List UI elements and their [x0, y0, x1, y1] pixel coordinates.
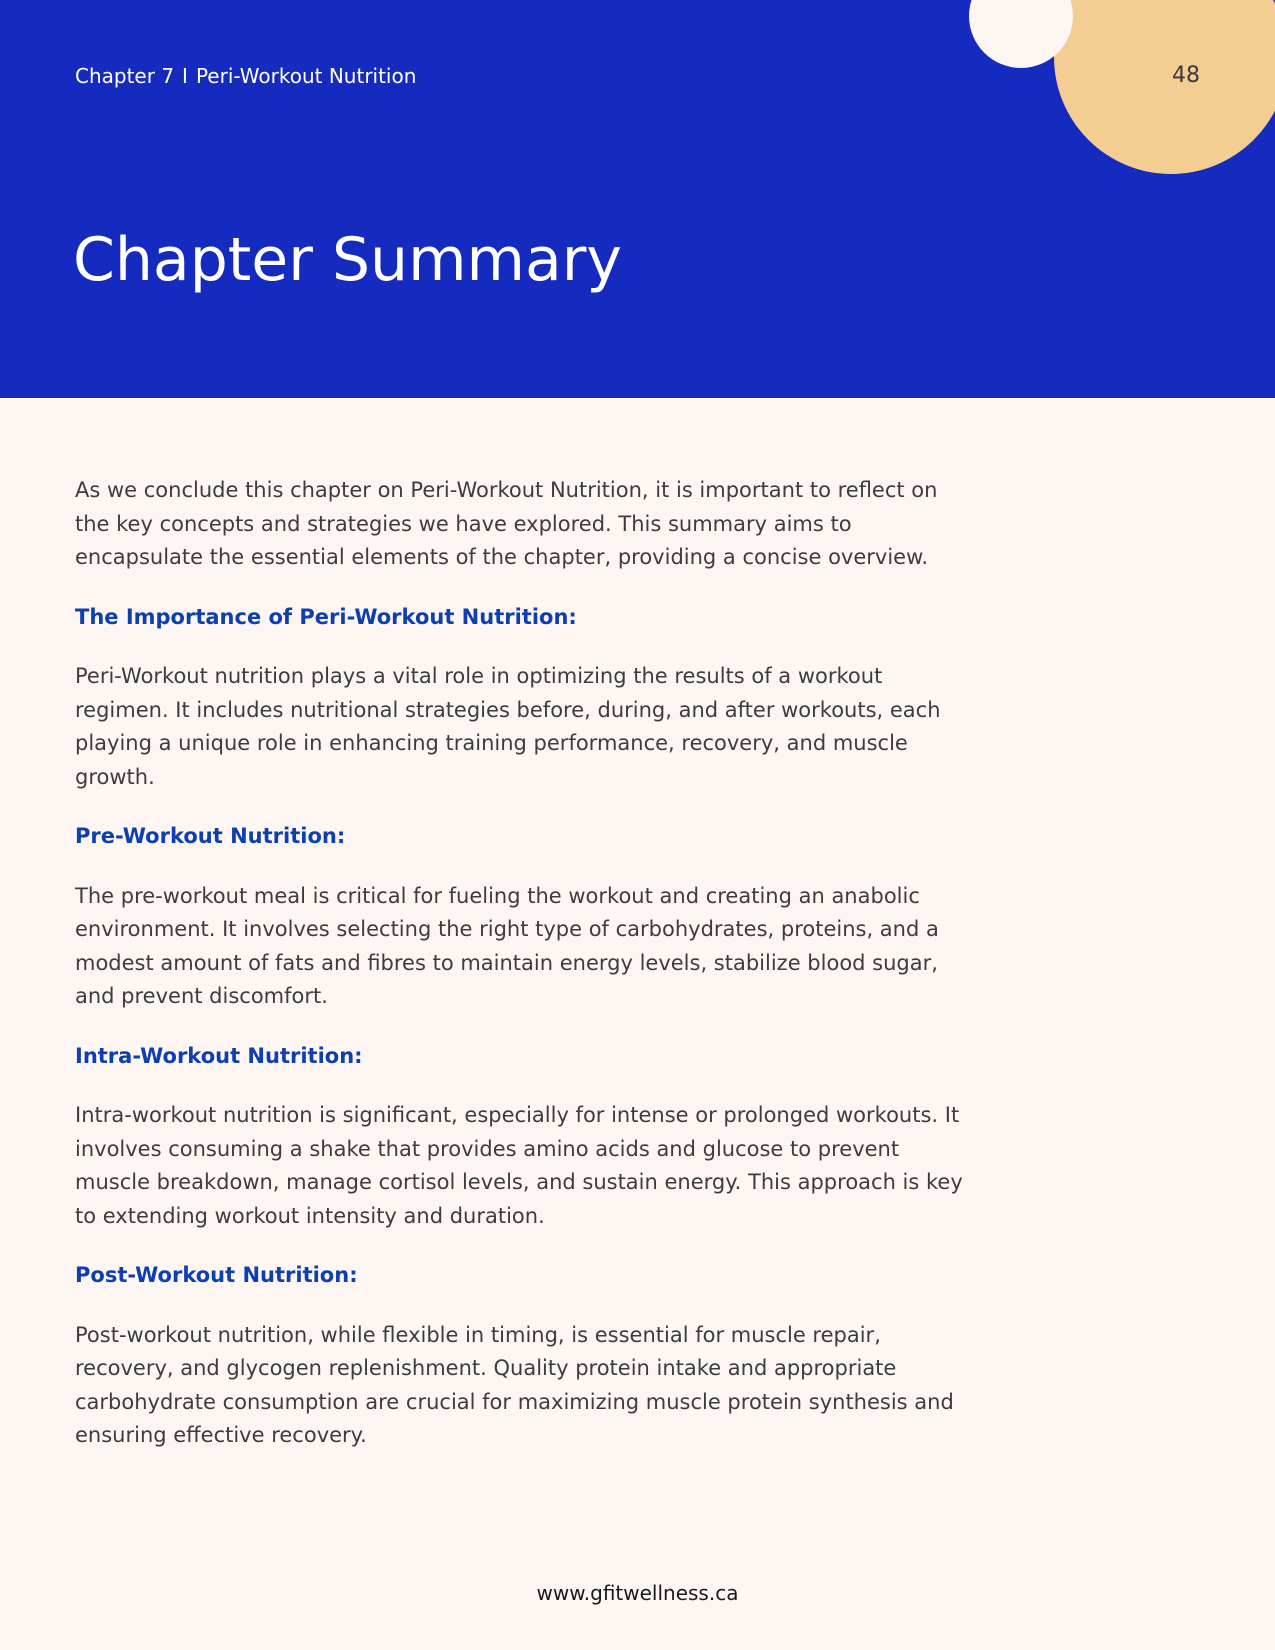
- intro-paragraph: As we conclude this chapter on Peri-Workout Nutrition, it is important to reflect on the key concepts and strategies we have explored. This summary aims to encapsulate the essential elements of the chapter, providing a concise overview.: [75, 478, 938, 569]
- section-body-importance: Peri-Workout nutrition plays a vital role in optimizing the results of a workout regimen. It includes nutritional strategies before, during, and after workouts, each playing a unique role in enhancing training performance, recovery, and muscle growth.: [75, 664, 941, 789]
- breadcrumb: [75, 62, 416, 90]
- section-body-intra-workout: Intra-workout nutrition is significant, especially for intense or prolonged workouts. It involves consuming a shake that provides amino acids and glucose to prevent muscle breakdown, manage cortisol levels, and sustain energy. This approach is key to extending workout intensity and duration.: [75, 1103, 963, 1228]
- summary-content: [75, 474, 975, 1479]
- breadcrumb-chapter: Chapter 7: [75, 64, 175, 88]
- breadcrumb-separator: I: [182, 64, 188, 88]
- section-body-pre-workout: The pre-workout meal is critical for fueling the workout and creating an anabolic environment. It involves selecting the right type of carbohydrates, proteins, and a modest amount of fats and fibres to maintain energy levels, stabilize blood sugar, and prevent discomfort.: [75, 883, 939, 1008]
- footer-website: www.gfitwellness.ca: [536, 1581, 739, 1605]
- section-body-post-workout: Post-workout nutrition, while flexible in timing, is essential for muscle repair, recovery, and glycogen replenishment. Quality protein intake and appropriate carbohydrate consumption are crucial for maximizing muscle protein synthesis and ensuring effective recovery.: [75, 1322, 954, 1447]
- page-title: Chapter Summary: [73, 225, 622, 295]
- section-heading-importance: The Importance of Peri-Workout Nutrition:: [75, 604, 577, 629]
- section-heading-intra-workout: Intra-Workout Nutrition:: [75, 1043, 363, 1068]
- page-number: 48: [1172, 63, 1200, 88]
- section-heading-pre-workout: Pre-Workout Nutrition:: [75, 824, 346, 848]
- section-heading-post-workout: Post-Workout Nutrition:: [75, 1263, 358, 1287]
- breadcrumb-chapter-title: Peri-Workout Nutrition: [195, 64, 417, 88]
- header-banner: [0, 0, 1275, 398]
